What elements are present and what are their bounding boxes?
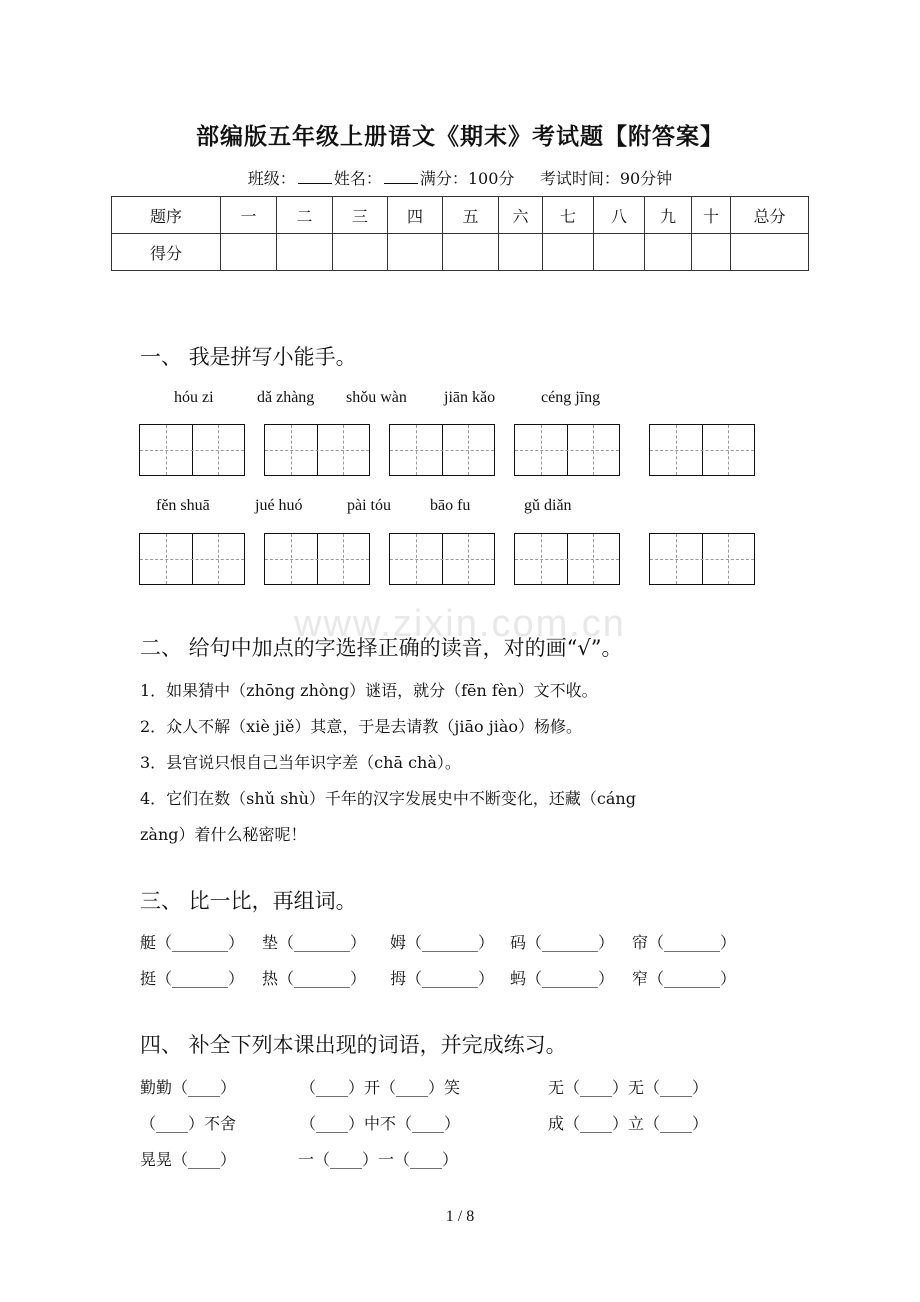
question-item-continued: zàng）着什么秘密呢！ [140, 825, 307, 844]
writing-grid[interactable] [514, 533, 620, 585]
score-header-cell: 三 [333, 197, 388, 234]
page-title: 部编版五年级上册语文《期末》考试题【附答案】 [196, 123, 724, 150]
score-header-cell: 六 [499, 197, 543, 234]
word-compare-item[interactable]: 帘（_______） [632, 933, 737, 952]
question-item: 4．它们在数（shǔ shù）千年的汉字发展史中不断变化，还藏（cáng [140, 789, 636, 808]
exam-info-line [0, 166, 920, 189]
pinyin-label: jué huó [255, 497, 303, 514]
word-compare-item[interactable]: 姆（_______） [390, 933, 495, 952]
pinyin-label: hóu zi [174, 389, 214, 406]
score-header-cell: 五 [443, 197, 499, 234]
score-cell[interactable] [594, 234, 645, 271]
name-label: 姓名： [333, 169, 382, 188]
question-item: 2．众人不解（xiè jiě）其意，于是去请教（jiāo jiào）杨修。 [140, 717, 583, 736]
pinyin-label: jiān kǎo [444, 389, 496, 406]
score-header-cell: 八 [594, 197, 645, 234]
question-item: 3．县官说只恨自己当年识字差（chā chà）。 [140, 753, 461, 772]
word-fill-item[interactable]: 成（____）立（____） [548, 1114, 709, 1133]
word-fill-item[interactable]: 一（____）一（____） [298, 1150, 459, 1169]
word-compare-item[interactable]: 艇（_______） [140, 933, 245, 952]
score-header-cell: 四 [388, 197, 443, 234]
word-fill-item[interactable]: 晃晃（____） [140, 1150, 237, 1169]
page-number: 1 / 8 [445, 1208, 475, 1225]
pinyin-label: pài tóu [347, 497, 391, 514]
word-compare-item[interactable]: 垫（_______） [262, 933, 367, 952]
score-header-cell: 题序 [112, 197, 221, 234]
score-value-row [112, 234, 809, 271]
score-header-cell: 七 [543, 197, 594, 234]
score-cell[interactable] [543, 234, 594, 271]
section-heading-1: 一、 我是拼写小能手。 [140, 345, 357, 369]
word-compare-item[interactable]: 码（_______） [510, 933, 615, 952]
score-header-cell: 二 [277, 197, 333, 234]
word-compare-item[interactable]: 挺（_______） [140, 969, 245, 988]
pinyin-label: shǒu wàn [346, 389, 407, 406]
pinyin-label: gǔ diǎn [524, 497, 572, 514]
word-fill-item[interactable]: （____）开（____）笑 [300, 1078, 461, 1097]
word-compare-item[interactable]: 蚂（_______） [510, 969, 615, 988]
word-fill-item[interactable]: （____）中不（____） [300, 1114, 461, 1133]
pinyin-label: bāo fu [430, 497, 471, 514]
score-cell[interactable] [692, 234, 731, 271]
score-cell[interactable] [731, 234, 809, 271]
writing-grid[interactable] [139, 424, 245, 476]
score-cell[interactable] [221, 234, 277, 271]
word-compare-item[interactable]: 窄（_______） [632, 969, 737, 988]
score-cell[interactable] [499, 234, 543, 271]
pinyin-label: fěn shuā [156, 497, 210, 514]
score-cell[interactable] [388, 234, 443, 271]
section-heading-3: 三、 比一比，再组词。 [140, 889, 357, 913]
score-header-row [112, 197, 809, 234]
writing-grid[interactable] [649, 424, 755, 476]
class-blank[interactable] [298, 169, 332, 184]
pinyin-label: céng jīng [541, 389, 601, 406]
score-header-cell: 一 [221, 197, 277, 234]
class-label: 班级： [247, 169, 296, 188]
full-score: 满分：100分 [419, 169, 515, 188]
writing-grid[interactable] [389, 533, 495, 585]
writing-grid[interactable] [264, 533, 370, 585]
watermark: www.zixin.com.cn [294, 603, 626, 645]
score-header-cell: 十 [692, 197, 731, 234]
score-cell[interactable] [333, 234, 388, 271]
question-item: 1．如果猜中（zhōng zhòng）谜语，就分（fēn fèn）文不收。 [140, 681, 598, 700]
score-cell[interactable] [277, 234, 333, 271]
score-header-cell: 九 [645, 197, 692, 234]
writing-grid[interactable] [649, 533, 755, 585]
score-cell[interactable] [645, 234, 692, 271]
writing-grid[interactable] [264, 424, 370, 476]
word-compare-item[interactable]: 拇（_______） [390, 969, 495, 988]
section-heading-4: 四、 补全下列本课出现的词语，并完成练习。 [140, 1033, 567, 1057]
score-header-cell: 总分 [731, 197, 809, 234]
writing-grid[interactable] [389, 424, 495, 476]
writing-grid[interactable] [514, 424, 620, 476]
score-cell[interactable] [443, 234, 499, 271]
writing-grid[interactable] [139, 533, 245, 585]
name-blank[interactable] [384, 169, 418, 184]
score-table [111, 196, 809, 271]
section-heading-2: 二、 给句中加点的字选择正确的读音，对的画“√”。 [140, 636, 623, 660]
word-fill-item[interactable]: 勤勤（____） [140, 1078, 237, 1097]
pinyin-label: dǎ zhàng [257, 389, 315, 406]
word-compare-item[interactable]: 热（_______） [262, 969, 367, 988]
exam-time: 考试时间：90分钟 [539, 169, 673, 188]
word-fill-item[interactable]: （____）不舍 [140, 1114, 237, 1133]
score-row-label: 得分 [112, 234, 221, 271]
word-fill-item[interactable]: 无（____）无（____） [548, 1078, 709, 1097]
